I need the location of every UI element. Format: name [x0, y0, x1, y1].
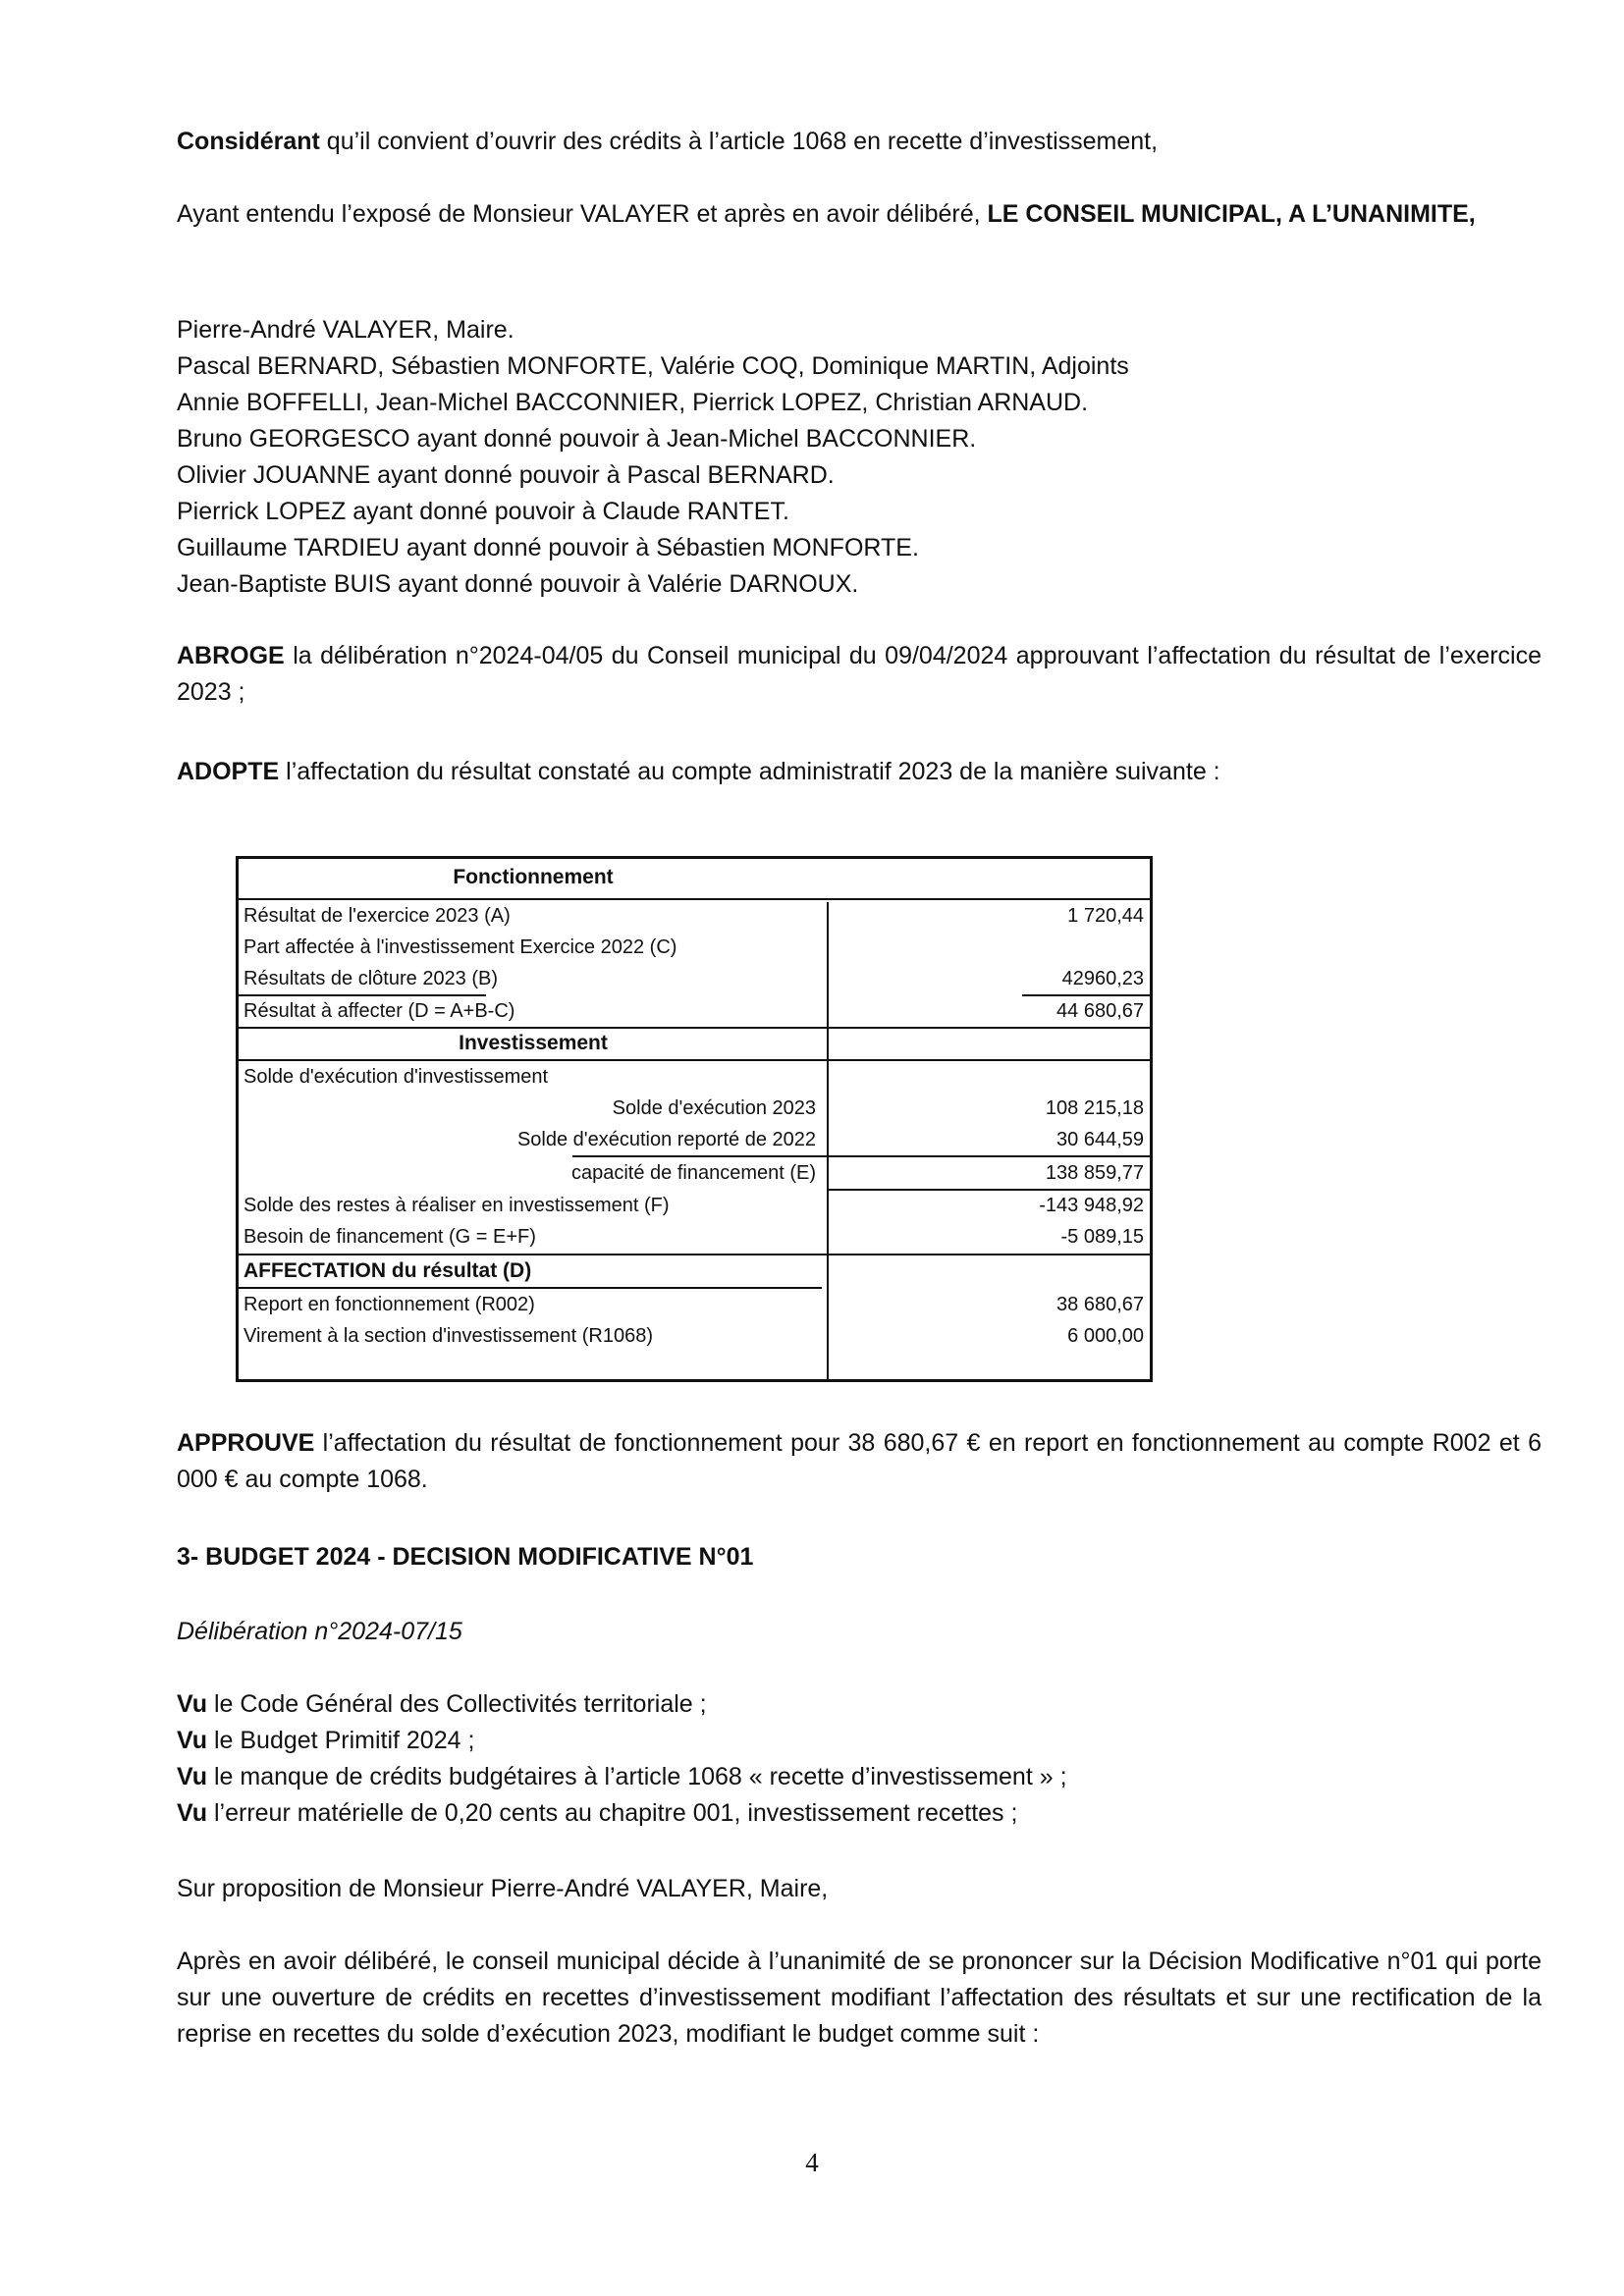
affectation-title: AFFECTATION du résultat (D) [244, 1259, 532, 1282]
member-line: Bruno GEORGESCO ayant donné pouvoir à Jean-Michel BACCONNIER. [177, 425, 977, 453]
table-row [239, 963, 1150, 994]
members-list [177, 312, 1542, 603]
row-value: 30 644,59 [1056, 1129, 1144, 1150]
paragraph-considerant [177, 124, 1542, 160]
table-row [239, 1221, 1150, 1253]
member-line: Guillaume TARDIEU ayant donné pouvoir à Sébastien MONFORTE. [177, 534, 919, 561]
vu-text: le Budget Primitif 2024 ; [207, 1727, 475, 1754]
row-value: 42960,23 [1061, 968, 1144, 989]
row-value: -5 089,15 [1060, 1226, 1144, 1248]
affectation-table [236, 856, 1153, 1382]
row-label: Virement à la section d'investissement (R1068) [244, 1325, 653, 1347]
deliberation-number: Délibération n°2024-07/15 [177, 1618, 462, 1645]
paragraph-approuve [177, 1425, 1542, 1498]
paragraph-abroge [177, 638, 1542, 711]
member-line: Olivier JOUANNE ayant donné pouvoir à Pascal BERNARD. [177, 461, 835, 489]
vu-list [177, 1686, 1542, 1832]
row-value: 44 680,67 [1056, 1000, 1144, 1022]
vu-text: l’erreur matérielle de 0,20 cents au chapitre 001, investissement recettes ; [207, 1799, 1018, 1827]
row-label: Solde d'exécution d'investissement [244, 1066, 549, 1088]
row-label: Part affectée à l'investissement Exercice 2022 (C) [244, 936, 677, 958]
member-line: Pascal BERNARD, Sébastien MONFORTE, Valérie COQ, Dominique MARTIN, Adjoints [177, 352, 1129, 380]
table-row [239, 1061, 1150, 1093]
adopte-text: l’affectation du résultat constaté au compte administratif 2023 de la manière suivante : [279, 758, 1220, 785]
row-label: Solde d'exécution reporté de 2022 [516, 1129, 816, 1150]
row-value: 38 680,67 [1056, 1294, 1144, 1315]
vu-line [177, 1795, 1542, 1832]
row-value: 138 859,77 [1045, 1162, 1144, 1184]
member-line: Jean-Baptiste BUIS ayant donné pouvoir à Valérie DARNOUX. [177, 570, 859, 598]
member-line: Annie BOFFELLI, Jean-Michel BACCONNIER, Pierrick LOPEZ, Christian ARNAUD. [177, 389, 1089, 416]
row-value: 6 000,00 [1067, 1325, 1144, 1347]
considerant-text: qu’il convient d’ouvrir des crédits à l’article 1068 en recette d’investissement, [319, 128, 1159, 155]
vu-text: le Code Général des Collectivités territoriale ; [207, 1690, 707, 1718]
approuve-text: l’affectation du résultat de fonctionnement pour 38 680,67 € en report en fonctionnement au compte R002 et 6 000 € au compte 1068. [177, 1429, 1542, 1493]
vu-line [177, 1759, 1542, 1795]
paragraph-apres: Après en avoir délibéré, le conseil municipal décide à l’unanimité de se prononcer sur la Décision Modificative n°01 qui porte sur une ouverture de crédits en recettes d’investissement modifiant l’affectation des résultats et sur une rectification de la reprise en recettes du solde d’exécution 2023, modifiant le budget comme suit : [177, 1948, 1542, 2048]
table-row [239, 1157, 1150, 1189]
paragraph-ayant-entendu [177, 196, 1542, 233]
row-value: 1 720,44 [1067, 905, 1144, 927]
member-line: Pierre-André VALAYER, Maire. [177, 316, 514, 344]
header-investissement: Investissement [459, 1032, 608, 1054]
row-label: Résultat à affecter (D = A+B-C) [244, 1000, 515, 1022]
section-title: 3- BUDGET 2024 - DECISION MODIFICATIVE N°01 [177, 1543, 754, 1571]
keyword-considerant: Considérant [177, 128, 320, 155]
table-row [239, 1320, 1150, 1352]
member-line: Pierrick LOPEZ ayant donné pouvoir à Claude RANTET. [177, 498, 789, 525]
paragraph-proposition: Sur proposition de Monsieur Pierre-André VALAYER, Maire, [177, 1875, 829, 1902]
keyword-vu: Vu [177, 1690, 208, 1718]
row-label: Solde des restes à réaliser en investissement (F) [244, 1195, 670, 1216]
vu-line [177, 1686, 1542, 1723]
row-label: Résultat de l'exercice 2023 (A) [244, 905, 511, 927]
row-label: Report en fonctionnement (R002) [244, 1294, 535, 1315]
table-row [239, 1190, 1150, 1221]
row-label: capacité de financement (E) [570, 1162, 816, 1184]
keyword-vu: Vu [177, 1799, 208, 1827]
row-label: Solde d'exécution 2023 [612, 1097, 816, 1119]
keyword-abroge: ABROGE [177, 642, 285, 669]
ayant-entendu-text: Ayant entendu l’exposé de Monsieur VALAYER et après en avoir délibéré, [177, 200, 988, 228]
keyword-adopte: ADOPTE [177, 758, 280, 785]
table-row [239, 995, 1150, 1027]
vu-text: le manque de crédits budgétaires à l’article 1068 « recette d’investissement » ; [207, 1763, 1067, 1790]
row-label: Résultats de clôture 2023 (B) [244, 968, 499, 989]
row-value: -143 948,92 [1039, 1195, 1144, 1216]
table-row [239, 1289, 1150, 1320]
table-row [239, 900, 1150, 932]
keyword-vu: Vu [177, 1763, 208, 1790]
page-number: 4 [805, 2148, 819, 2177]
table-row [239, 932, 1150, 963]
abroge-text: la délibération n°2024-04/05 du Conseil municipal du 09/04/2024 approuvant l’affectation du résultat de l’exercice 2023 ; [177, 642, 1542, 706]
row-value: 108 215,18 [1045, 1097, 1144, 1119]
table-row [239, 1093, 1150, 1124]
keyword-approuve: APPROUVE [177, 1429, 315, 1457]
keyword-vu: Vu [177, 1727, 208, 1754]
conseil-unanimite: LE CONSEIL MUNICIPAL, A L’UNANIMITE, [987, 200, 1476, 228]
table-row [239, 1255, 1150, 1287]
vu-line [177, 1723, 1542, 1759]
header-fonctionnement: Fonctionnement [453, 866, 614, 888]
table-row [239, 1124, 1150, 1155]
paragraph-adopte [177, 754, 1542, 790]
row-label: Besoin de financement (G = E+F) [244, 1226, 536, 1248]
